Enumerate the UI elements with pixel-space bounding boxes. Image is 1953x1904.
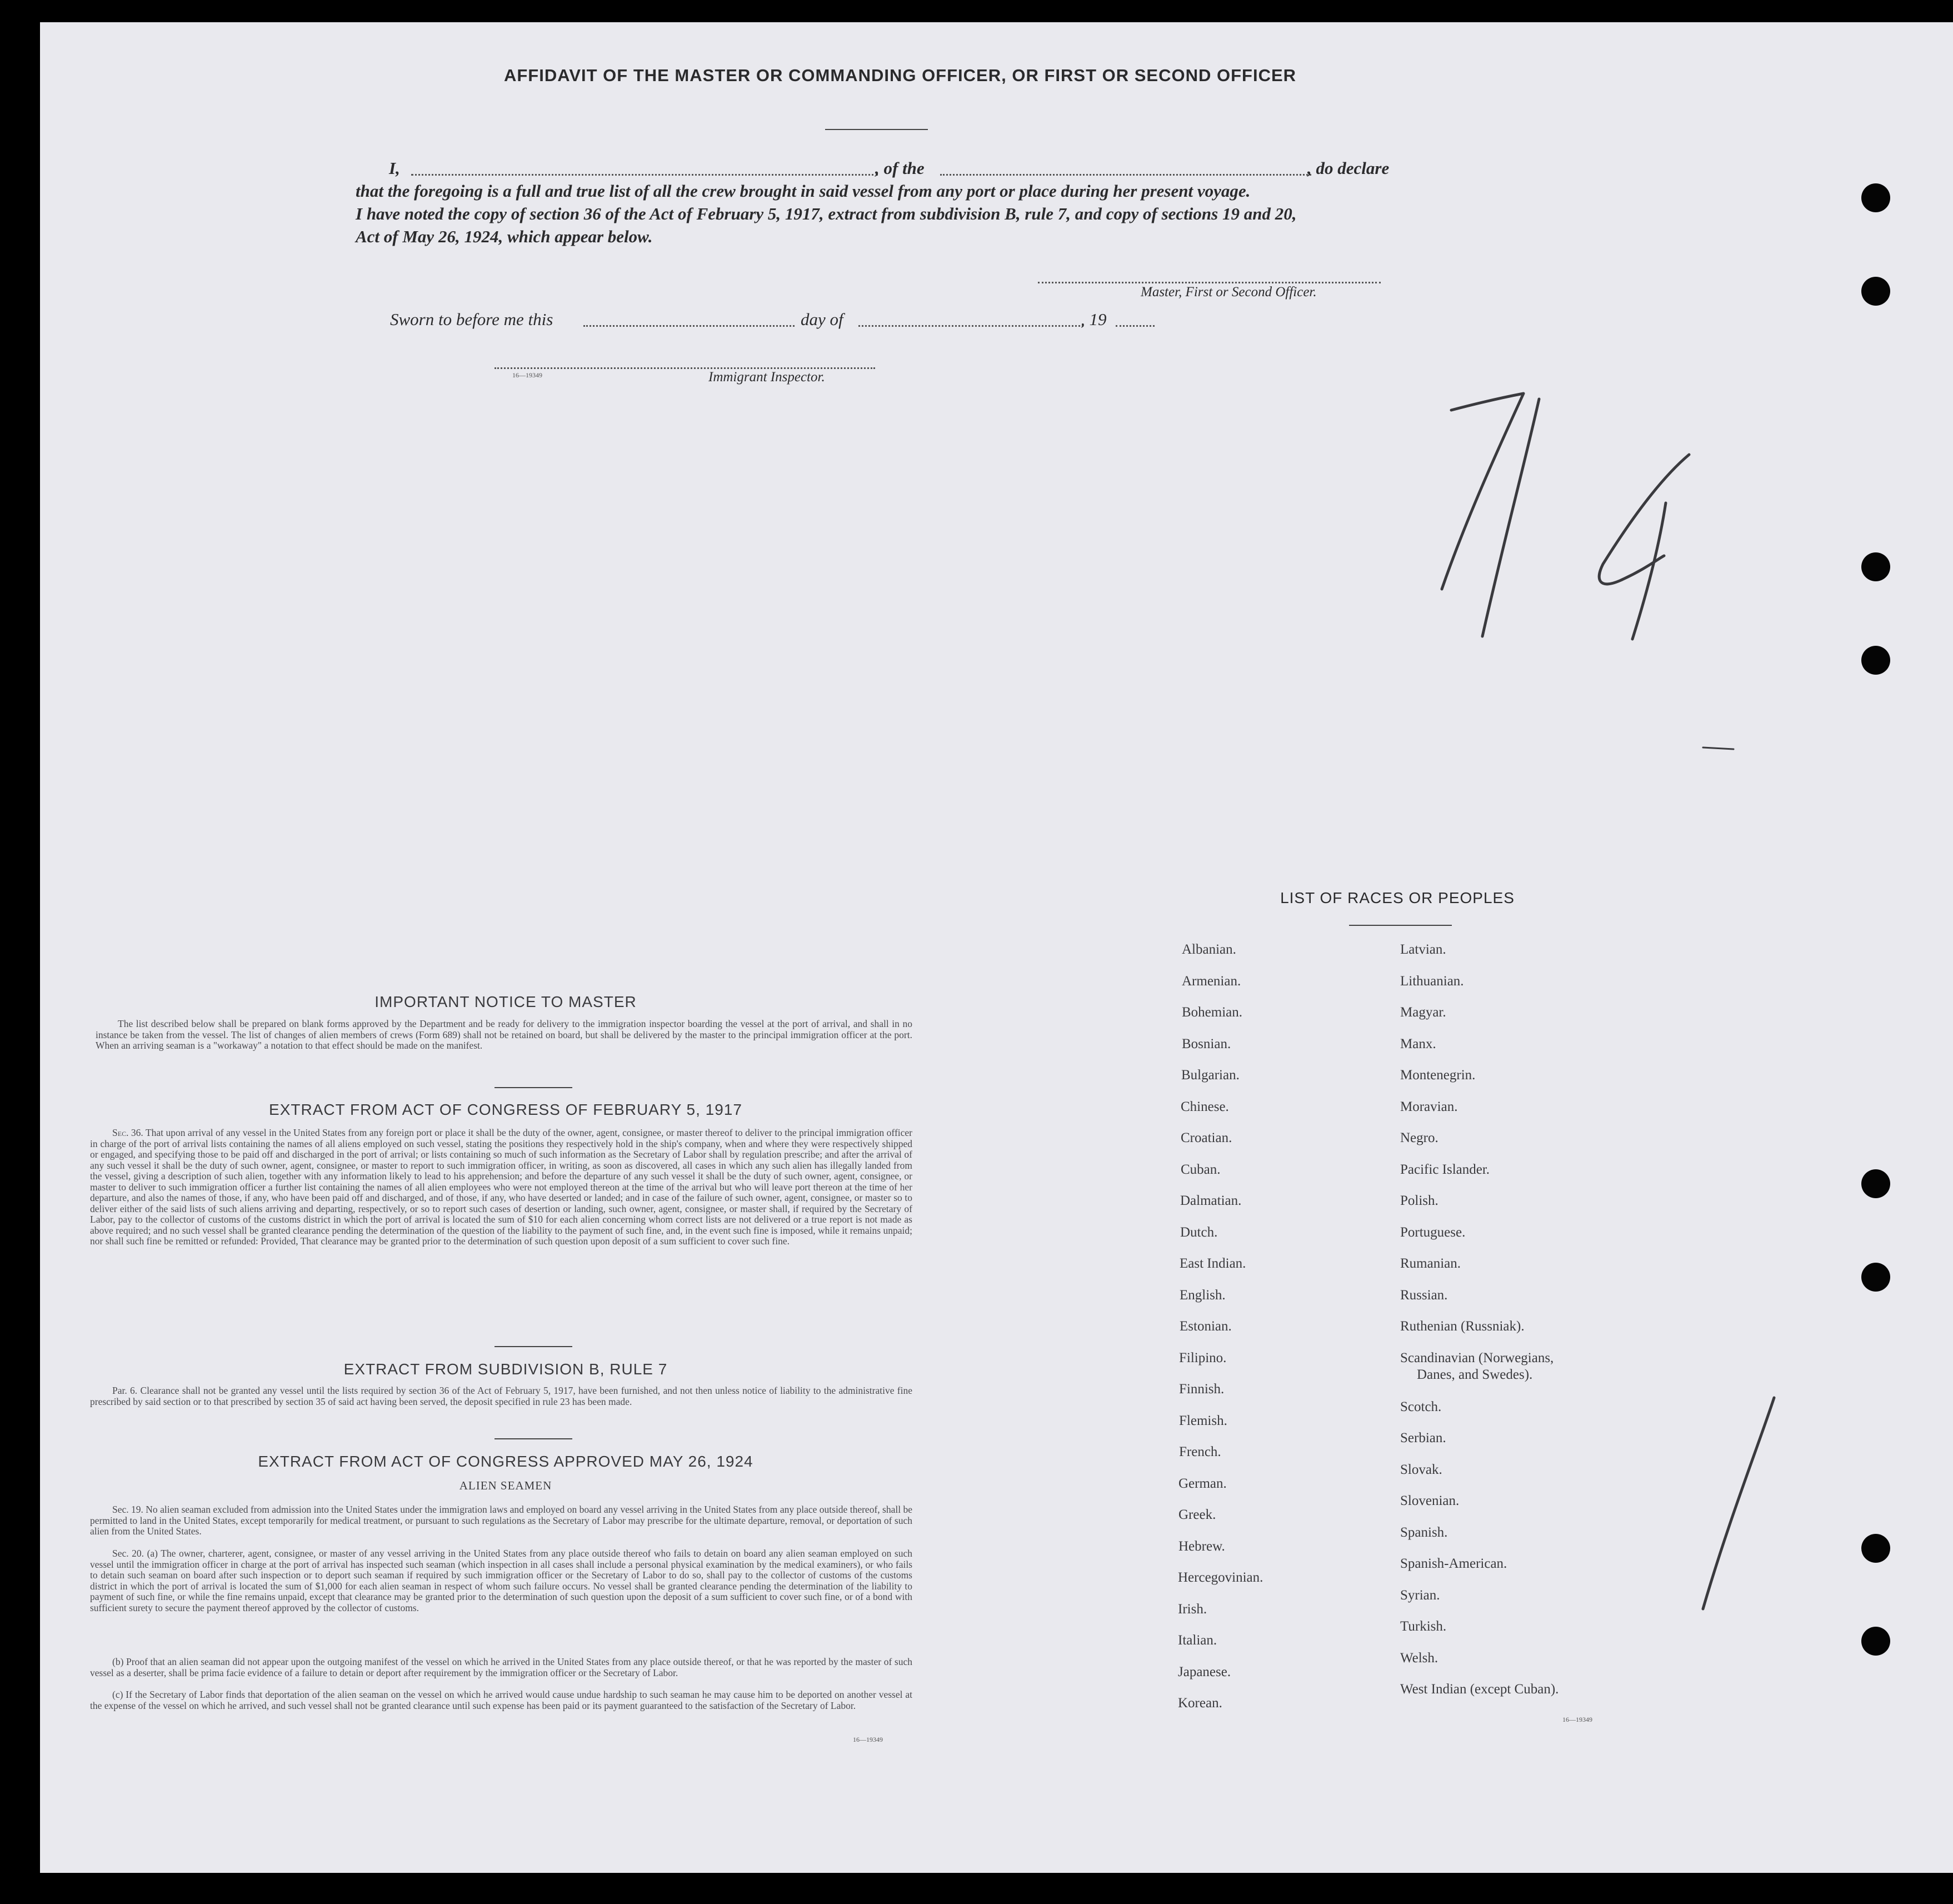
race-item: Scotch. xyxy=(1400,1399,1442,1414)
affidavit-line-of: , of the xyxy=(875,158,925,178)
extract-1917-text xyxy=(90,1128,912,1247)
race-item: East Indian. xyxy=(1180,1256,1246,1271)
races-form-number: 16—19349 xyxy=(1562,1716,1592,1723)
race-item: French. xyxy=(1179,1444,1221,1459)
race-item: Negro. xyxy=(1400,1130,1438,1145)
punch-hole xyxy=(1861,1169,1890,1198)
race-item: Russian. xyxy=(1400,1287,1448,1303)
race-item: Montenegrin. xyxy=(1400,1068,1476,1083)
sworn-day-of: day of xyxy=(801,310,843,329)
punch-hole xyxy=(1861,277,1890,306)
race-item: Danes, and Swedes). xyxy=(1417,1367,1533,1382)
affidavit-form-number: 16—19349 xyxy=(512,371,542,379)
handwritten-digit-7 xyxy=(1442,393,1524,589)
race-item: Croatian. xyxy=(1181,1130,1232,1145)
sec-20b-text: (b) Proof that an alien seaman did not appear upon the outgoing manifest of the vessel on which he arrived in the United States from any place outside thereof, or that he was reported by the master of such vessel as a deserter, shall be prima facie evidence of a failure to detain or deport after requirement by the immigration officer or the Secretary of Labor. xyxy=(90,1656,912,1678)
extract-rule7-text: Par. 6. Clearance shall not be granted any vessel until the lists required by section 36 of the Act of February 5, 1917, have been furnished, and not then unless notice of liability to the administrative fine prescribed by said section or to that prescribed by section 35 of said act having been served, the deposit specified in rule 23 has been made. xyxy=(90,1385,912,1407)
race-item: Magyar. xyxy=(1400,1005,1446,1020)
race-item: English. xyxy=(1180,1287,1226,1303)
section-divider xyxy=(495,1087,572,1088)
punch-hole xyxy=(1861,1534,1890,1563)
handwritten-tick xyxy=(1703,747,1734,749)
handwritten-digit-4 xyxy=(1599,455,1689,639)
race-item: Scandinavian (Norwegians, xyxy=(1400,1350,1554,1365)
handwritten-digit-1 xyxy=(1482,399,1539,636)
race-item: Armenian. xyxy=(1182,973,1241,989)
race-item: Spanish-American. xyxy=(1400,1556,1507,1571)
races-title: LIST OF RACES OR PEOPLES xyxy=(1280,889,1515,906)
notice-text: The list described below shall be prepared on blank forms approved by the Department and be ready for delivery to the immigration inspector boarding the vessel at the port of arrival, and shall in no instance be taken from the vessel. The list of changes of alien members of crews (Form 689) shall not be retained on board, but shall be delivered by the master to the principal immigration officer at the port. When an arriving seaman is a "workaway" a notation to that effect should be made on the manifest. xyxy=(96,1018,912,1051)
sec-19-text: Sec. 19. No alien seaman excluded from admission into the United States under the immigration laws and employed on board any vessel arriving in the United States from any place outside thereof, shall be permitted to land in the United States, except temporarily for medical treatment, or pursuant to such regulations as the Secretary of Labor may prescribe for the ultimate departure, removal, or deportation of such alien from the United States. xyxy=(90,1504,912,1537)
section-divider xyxy=(495,1346,572,1347)
race-item: West Indian (except Cuban). xyxy=(1400,1682,1559,1697)
race-item: Syrian. xyxy=(1400,1587,1440,1603)
sworn-year: , 19 xyxy=(1081,310,1107,329)
affidavit-line-4: Act of May 26, 1924, which appear below. xyxy=(356,227,653,246)
handwritten-mark-1 xyxy=(1703,1398,1774,1609)
race-item: Finnish. xyxy=(1179,1382,1225,1397)
race-item: Welsh. xyxy=(1400,1650,1438,1666)
sec-36-label: Sec. 36. xyxy=(112,1127,143,1138)
punch-hole xyxy=(1861,552,1890,581)
race-item: Hebrew. xyxy=(1178,1538,1225,1554)
notice-title: IMPORTANT NOTICE TO MASTER xyxy=(374,993,637,1010)
race-item: Moravian. xyxy=(1400,1099,1458,1114)
race-item: Lithuanian. xyxy=(1400,973,1464,989)
affidavit-line-3: I have noted the copy of section 36 of the Act of February 5, 1917, extract from subdivision B, rule 7, and copy of sections 19 and 20, xyxy=(356,204,1297,223)
punch-hole xyxy=(1861,1263,1890,1292)
race-item: Slovak. xyxy=(1400,1462,1442,1477)
affidavit-line-declare: , do declare xyxy=(1307,158,1390,178)
race-item: Flemish. xyxy=(1179,1413,1227,1428)
punch-hole xyxy=(1861,1627,1890,1656)
affidavit-line-2: that the foregoing is a full and true list of all the crew brought in said vessel from any port or place during her present voyage. xyxy=(356,181,1251,201)
punch-hole xyxy=(1861,183,1890,212)
race-item: Cuban. xyxy=(1181,1162,1221,1177)
master-signature-caption: Master, First or Second Officer. xyxy=(1141,285,1317,300)
section-divider xyxy=(495,1438,572,1439)
race-item: Serbian. xyxy=(1400,1431,1446,1446)
race-item: Rumanian. xyxy=(1400,1256,1461,1271)
race-item: Turkish. xyxy=(1400,1619,1447,1634)
race-item: Greek. xyxy=(1178,1507,1216,1522)
race-item: Slovenian. xyxy=(1400,1493,1460,1508)
notice-form-number: 16—19349 xyxy=(853,1736,883,1743)
race-item: Hercegovinian. xyxy=(1178,1570,1263,1585)
race-item: Bohemian. xyxy=(1182,1005,1243,1020)
race-item: Portuguese. xyxy=(1400,1224,1466,1240)
extract-1917-title: EXTRACT FROM ACT OF CONGRESS OF FEBRUARY 5, 1917 xyxy=(269,1101,742,1118)
race-item: Japanese. xyxy=(1178,1664,1231,1679)
race-item: Polish. xyxy=(1400,1193,1438,1208)
race-item: Latvian. xyxy=(1400,942,1446,957)
race-item: Bulgarian. xyxy=(1181,1068,1240,1083)
race-item: Chinese. xyxy=(1181,1099,1229,1114)
alien-seamen-subtitle: ALIEN SEAMEN xyxy=(459,1479,552,1492)
race-item: Estonian. xyxy=(1180,1319,1232,1334)
extract-1924-title: EXTRACT FROM ACT OF CONGRESS APPROVED MAY 26, 1924 xyxy=(258,1453,753,1470)
inspector-caption: Immigrant Inspector. xyxy=(708,370,825,385)
race-item: Filipino. xyxy=(1179,1350,1227,1365)
punch-hole xyxy=(1861,646,1890,675)
race-item: Albanian. xyxy=(1182,942,1236,957)
race-item: Korean. xyxy=(1178,1696,1222,1711)
race-item: Italian. xyxy=(1178,1633,1217,1648)
race-item: Ruthenian (Russniak). xyxy=(1400,1319,1525,1334)
sec-20c-text: (c) If the Secretary of Labor finds that deportation of the alien seaman on the vessel on which he arrived would cause undue hardship to such seaman he may cause him to be deported on another vessel at the expense of the vessel on which he arrived, and such vessel shall not be granted clearance until such expense has been paid or its payment guaranteed to the satisfaction of the Secretary of Labor. xyxy=(90,1689,912,1711)
extract-rule7-title: EXTRACT FROM SUBDIVISION B, RULE 7 xyxy=(343,1360,668,1378)
affidavit-line-i: I, xyxy=(389,158,400,178)
race-item: Bosnian. xyxy=(1182,1036,1231,1051)
race-item: Manx. xyxy=(1400,1036,1436,1051)
race-item: Dutch. xyxy=(1180,1224,1218,1240)
races-title-rule xyxy=(1349,925,1452,926)
sec-20a-text: Sec. 20. (a) The owner, charterer, agent, consignee, or master of any vessel arriving in the United States from any place outside thereof who fails to detain on board any alien seaman employed on such vessel until the immigration officer in charge at the port of arrival has inspected such seaman (which inspection in all cases shall include a personal physical examination by the medical examiners), or who fails to detain such seaman on board after such inspection or to deport such seaman if required by such immigration officer or the Secretary of Labor to do so, shall pay to the collector of customs of the customs district in which the port of arrival is located the sum of $1,000 for each alien seaman in respect of whom such failure occurs. No vessel shall be granted clearance pending the determination of the liability to payment of such fine, or while the fine remains unpaid, except that clearance may be granted prior to the determination of such question upon the deposit of a sum sufficient to cover such fine, or of a bond with sufficient surety to secure the payment thereof approved by the collector of customs. xyxy=(90,1548,912,1613)
sec-36-body: That upon arrival of any vessel in the United States from any foreign port or place it shall be the duty of the owner, agent, consignee, or master thereof to deliver to the principal immigration officer in charge of the port of arrival lists containing the names of all aliens employed on such vessel, stating the positions they respectively hold in the ship's company, when and where they were respectively shipped or engaged, and specifying those to be paid off and discharged in the port of arrival; or lists containing so much of such information as the Secretary of Labor shall by regulation prescribe; and after the arrival of any such vessel it shall be the duty of such owner, agent, consignee, or master to report to such immigration officer, in writing, as soon as discovered, all cases in which any such alien has illegally landed from the vessel, giving a description of such alien, together with any information likely to lead to his apprehension; and before the departure of any such vessel it shall be the duty of such owner, agent, consignee, or master to deliver to such immigration officer a further list containing the names of all alien employees who were not employed thereon at the time of the arrival but who will leave port thereon at the time of her departure, and also the names of those, if any, who have been paid off and discharged, and of those, if any, who have deserted or landed; and in case of the failure of such owner, agent, consignee, or master so to deliver either of the said lists of such aliens arriving and departing, respectively, or so to report such cases of desertion or landing, such owner, agent, consignee, or master shall, if required by the Secretary of Labor, pay to the collector of customs of the customs district in which the port of arrival is located the sum of $10 for each alien concerning whom correct lists are not delivered or a true report is not made as above required; and no such vessel shall be granted clearance pending the determination of the question of the liability to the payment of such fine, and, in the event such fine is imposed, while it remains unpaid; nor shall such fine be remitted or refunded: Provided, That clearance may be granted prior to the determination of such question upon deposit of a sum sufficient to cover such fine. xyxy=(90,1127,912,1247)
race-item: German. xyxy=(1178,1476,1227,1491)
race-item: Pacific Islander. xyxy=(1400,1162,1490,1177)
race-item: Irish. xyxy=(1178,1601,1207,1617)
race-item: Spanish. xyxy=(1400,1524,1448,1540)
sworn-text: Sworn to before me this xyxy=(390,310,553,329)
affidavit-title: AFFIDAVIT OF THE MASTER OR COMMANDING OFFICER, OR FIRST OR SECOND OFFICER xyxy=(503,66,1297,85)
race-item: Dalmatian. xyxy=(1180,1193,1242,1208)
